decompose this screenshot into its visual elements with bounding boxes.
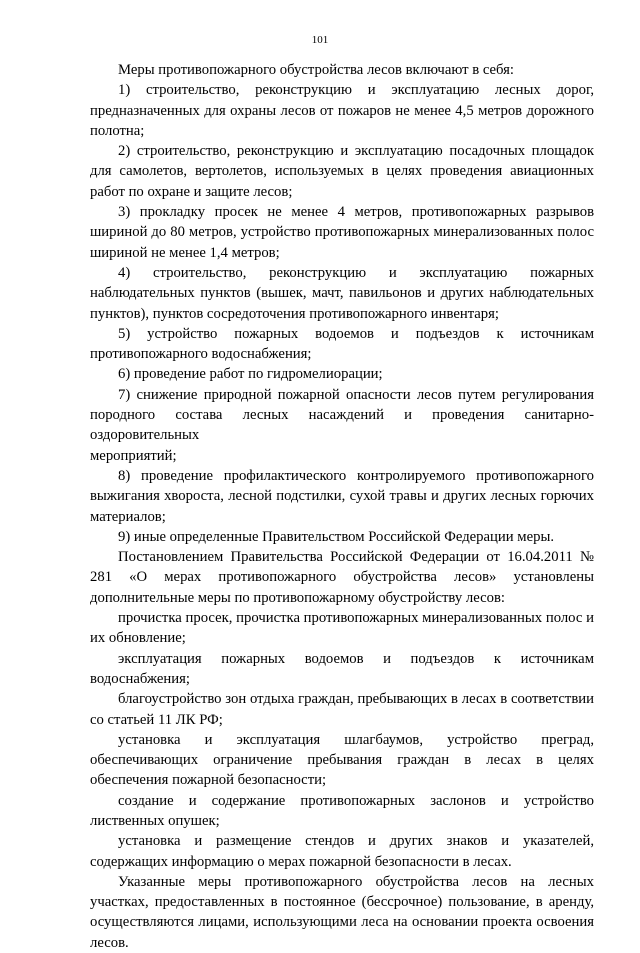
list-item-9: 9) иные определенные Правительством Российской Федерации меры. xyxy=(118,528,554,545)
list-item-6: 6) проведение работ по гидромелиорации; xyxy=(118,366,383,383)
additional-measure-6: установка и размещение стендов и других знаков и указателей, содержащих информацию о мерах пожарной безопасности в лесах. xyxy=(90,833,594,870)
list-item-3: 3) прокладку просек не менее 4 метров, противопожарных разрывов шириной до 80 метров, устройство противопожарных минерализованных полос шириной не менее 1,4 метров; xyxy=(90,204,594,261)
additional-measure-3: благоустройство зон отдыха граждан, пребывающих в лесах в соответствии со статьей 11 ЛК РФ; xyxy=(90,691,594,728)
closing-paragraph: Указанные меры противопожарного обустройства лесов на лесных участках, предоставленных в постоянное (бессрочное) пользование, в аренду, осуществляются лицами, использующими леса на основании проекта освоения лесов. xyxy=(90,873,594,951)
additional-measure-5: создание и содержание противопожарных заслонов и устройство лиственных опушек; xyxy=(90,792,594,829)
list-item-4: 4) строительство, реконструкцию и эксплуатацию пожарных наблюдательных пунктов (вышек, мачт, павильонов и других наблюдательных пунктов), пунктов сосредоточения противопожарного инвентаря; xyxy=(90,264,594,322)
additional-measure-1: прочистка просек, прочистка противопожарных минерализованных полос и их обновление; xyxy=(90,610,594,647)
page-number: 101 xyxy=(311,34,329,46)
additional-measure-2: эксплуатация пожарных водоемов и подъездов к источникам водоснабжения; xyxy=(90,650,594,687)
list-item-5: 5) устройство пожарных водоемов и подъездов к источникам противопожарного водоснабжения; xyxy=(90,325,594,363)
decree-paragraph: Постановлением Правительства Российской Федерации от 16.04.2011 № 281 «О мерах противопожарного обустройства лесов» установлены дополнительные меры по противопожарному обустройству лесов: xyxy=(90,549,594,606)
intro-paragraph: Меры противопожарного обустройства лесов включают в себя: xyxy=(118,62,514,78)
list-item-7: 7) снижение природной пожарной опасности лесов путем регулирования породного состава лесных насаждений и проведения санитарно-оздоровительных xyxy=(90,386,594,444)
additional-measure-4: установка и эксплуатация шлагбаумов, устройство преград, обеспечивающих ограничение пребывания граждан в лесах в целях обеспечения пожарной безопасности; xyxy=(90,731,594,789)
document-body xyxy=(90,60,594,953)
list-item-1: 1) строительство, реконструкцию и эксплуатацию лесных дорог, предназначенных для охраны лесов от пожаров не менее 4,5 метров дорожного полотна; xyxy=(90,82,594,139)
list-item-8: 8) проведение профилактического контролируемого противопожарного выжигания хвороста, лесной подстилки, сухой травы и других лесных горючих материалов; xyxy=(90,467,594,525)
list-item-7-continuation: мероприятий; xyxy=(90,447,177,464)
list-item-2: 2) строительство, реконструкцию и эксплуатацию посадочных площадок для самолетов, вертолетов, используемых в целях проведения авиационных работ по охране и защите лесов; xyxy=(90,143,594,200)
